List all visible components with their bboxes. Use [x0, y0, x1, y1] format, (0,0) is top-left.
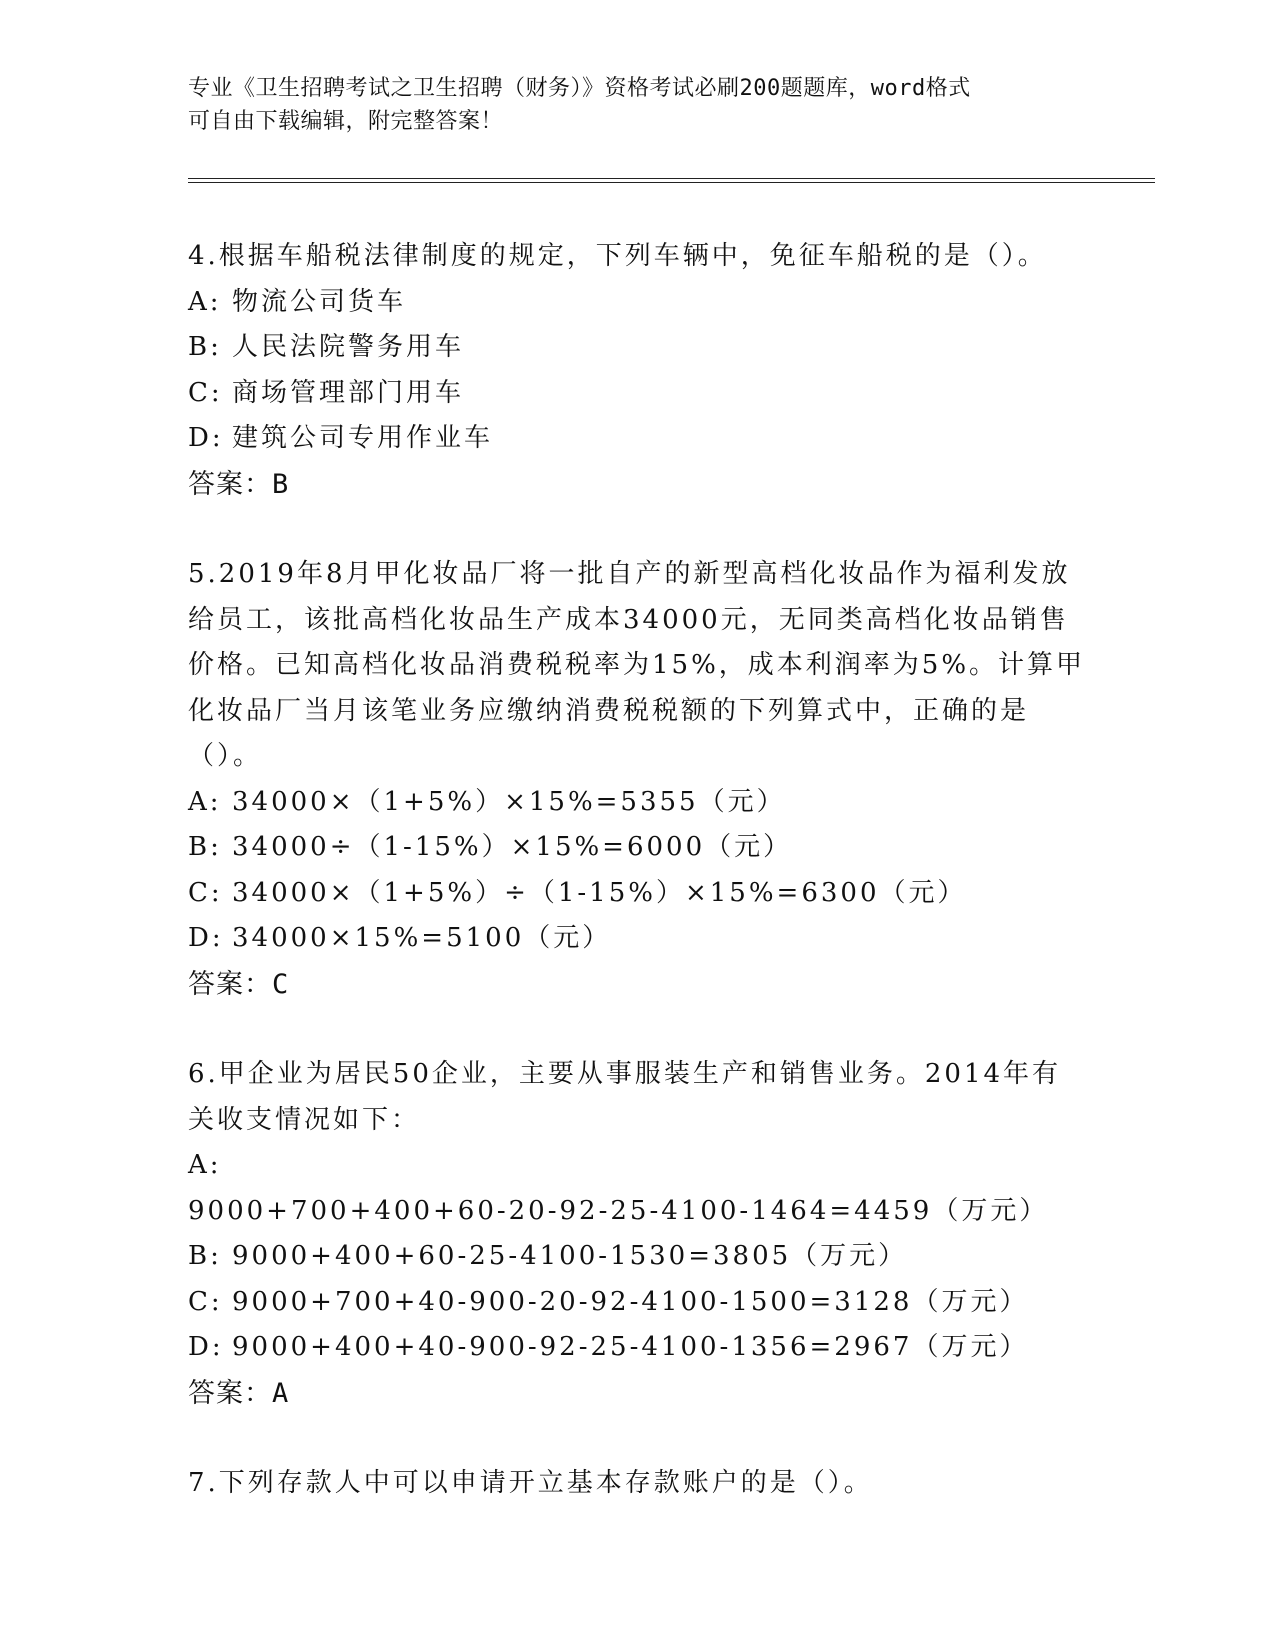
option-a	[188, 780, 1088, 826]
option-label: C:	[188, 1286, 223, 1317]
answer: 答案：C	[188, 968, 290, 1000]
option-label: D:	[188, 1332, 224, 1362]
answer: 答案：B	[188, 468, 290, 500]
option-label: B:	[188, 332, 222, 362]
answer: 答案：A	[188, 1377, 290, 1409]
header-divider-bottom	[188, 182, 1155, 183]
question-stem: 5.2019年8月甲化妆品厂将一批自产的新型高档化妆品作为福利发放给员工，该批高档化妆品生产成本34000元，无同类高档化妆品销售价格。已知高档化妆品消费税税率为15%，成本利润率为5%。计算甲化妆品厂当月该笔业务应缴纳消费税税额的下列算式中，正确的是（）。	[188, 559, 1086, 771]
option-text: 9000+400+60-25-4100-1530=3805（万元）	[232, 1241, 908, 1271]
option-a	[188, 1143, 1088, 1234]
option-label: D:	[188, 423, 224, 453]
question-list	[188, 234, 1088, 1552]
option-label: A:	[188, 1150, 222, 1180]
option-b	[188, 1234, 1088, 1280]
title-line-2: 可自由下载编辑，附完整答案！	[188, 109, 504, 134]
option-text: 34000×（1+5%）÷（1-15%）×15%=6300（元）	[232, 877, 967, 908]
option-d	[188, 416, 1088, 462]
question-stem: 6.甲企业为居民50企业，主要从事服装生产和销售业务。2014年有关收支情况如下：	[188, 1059, 1062, 1135]
option-text: 人民法院警务用车	[232, 332, 465, 362]
header-divider-top	[188, 178, 1155, 179]
question-5	[188, 552, 1088, 1007]
option-label: C:	[188, 377, 223, 408]
option-text: 商场管理部门用车	[232, 377, 465, 408]
title-line-1: 专业《卫生招聘考试之卫生招聘（财务）》资格考试必刷200题题库，word格式	[188, 76, 971, 101]
question-stem: 4.根据车船税法律制度的规定，下列车辆中，免征车船税的是（）。	[188, 241, 1047, 271]
option-label: A:	[188, 786, 222, 817]
option-a	[188, 280, 1088, 326]
question-6	[188, 1052, 1088, 1416]
option-text: 物流公司货车	[232, 286, 407, 317]
option-c	[188, 871, 1088, 917]
option-label: B:	[188, 832, 222, 862]
document-title	[188, 72, 1068, 138]
option-text: 9000+400+40-900-92-25-4100-1356=2967（万元）	[232, 1332, 1029, 1362]
option-c	[188, 1280, 1088, 1326]
option-text: 建筑公司专用作业车	[232, 423, 494, 453]
option-text: 34000÷（1-15%）×15%=6000（元）	[232, 832, 793, 862]
option-label: C:	[188, 877, 223, 908]
option-label: D:	[188, 923, 224, 953]
question-stem: 7.下列存款人中可以申请开立基本存款账户的是（）。	[188, 1468, 873, 1498]
option-b	[188, 325, 1088, 371]
option-b	[188, 825, 1088, 871]
option-text: 9000+700+400+60-20-92-25-4100-1464=4459（万元）	[188, 1195, 1049, 1226]
option-label: A:	[188, 286, 222, 317]
option-text: 34000×（1+5%）×15%=5355（元）	[232, 786, 786, 817]
question-7	[188, 1461, 1088, 1507]
option-d	[188, 1325, 1088, 1371]
question-4	[188, 234, 1088, 507]
option-label: B:	[188, 1241, 222, 1271]
option-c	[188, 371, 1088, 417]
option-text: 34000×15%=5100（元）	[232, 923, 612, 953]
option-d	[188, 916, 1088, 962]
option-text: 9000+700+40-900-20-92-4100-1500=3128（万元）	[232, 1286, 1029, 1317]
